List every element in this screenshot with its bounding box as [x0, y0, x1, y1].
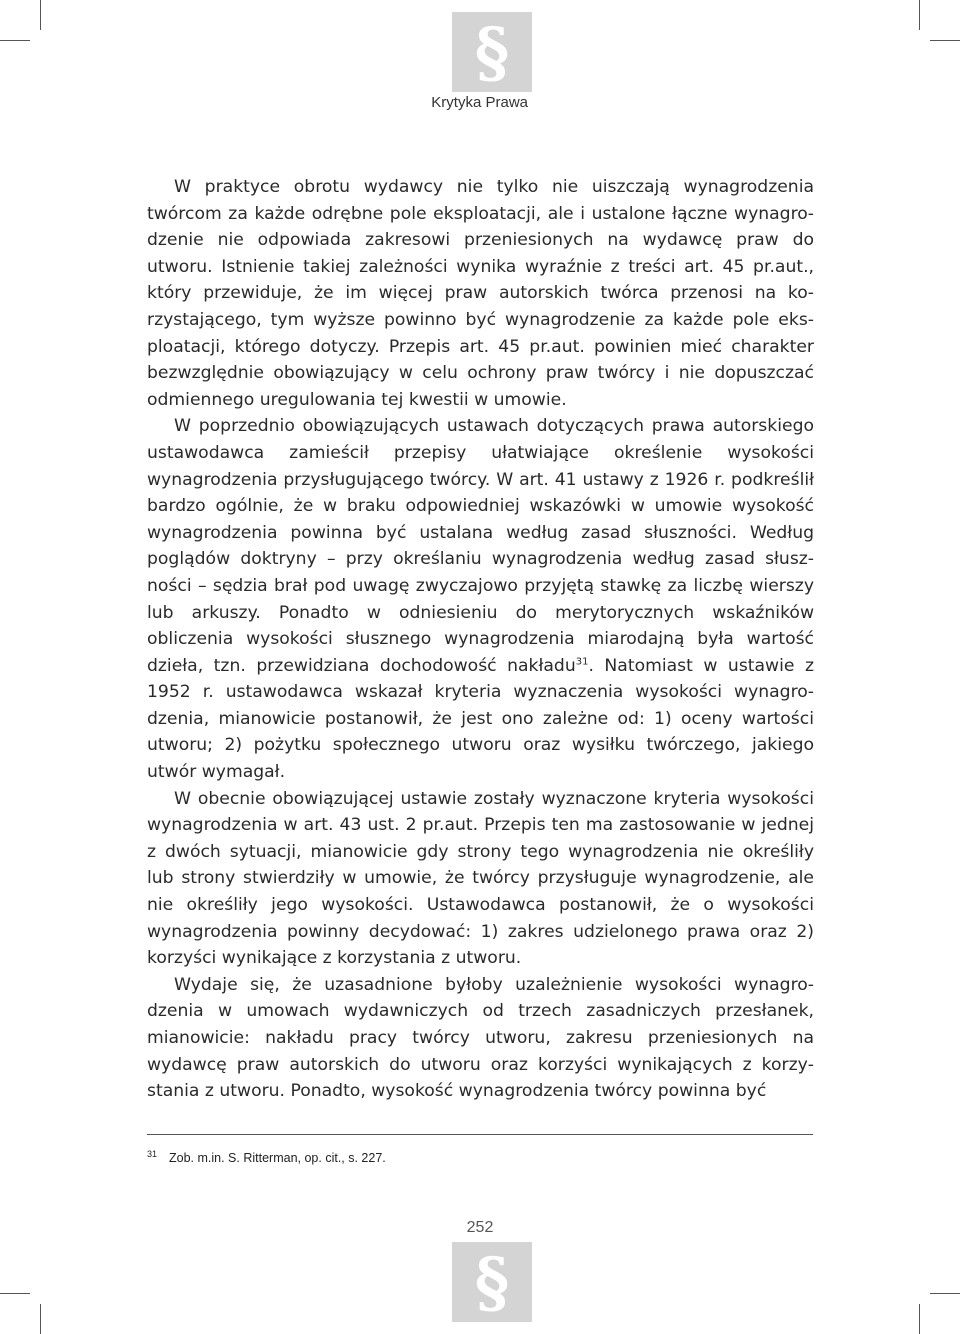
page-number: 252	[466, 1219, 494, 1236]
paragraph	[147, 413, 814, 785]
paragraph: W obecnie obowiązującej ustawie zostały wyznaczone kryteria wysokości wynagrodzenia w art. 43 ust. 2 pr.aut. Przepis ten ma zastosowanie w jednej z dwóch sytuacji, mianowicie gdy strony tego wynagrodzenia nie określiły lub strony stwierdziły w umowie, że twórcy przysługuje wynagrodzenie, ale nie określiły jego wysokości. Ustawodawca postanowił, że o wysokości wynagrodzenia powinny decydować: 1) zakres udzielonego prawa oraz 2) korzyści wynikające z korzystania z utworu.	[147, 788, 814, 969]
crop-mark	[0, 1293, 30, 1294]
section-mark-header	[452, 12, 532, 92]
section-sign-icon: §	[474, 1243, 510, 1321]
footnote-number: 31	[147, 1149, 158, 1159]
footnote-text: Zob. m.in. S. Ritterman, op. cit., s. 227.	[169, 1151, 386, 1166]
footnote-reference: 31	[575, 655, 589, 667]
section-sign-icon: §	[474, 13, 510, 91]
paragraph: W praktyce obrotu wydawcy nie tylko nie uiszczają wynagrodzenia twórcom za każde odrębne pole eksploatacji, ale i ustalone łączne wynagrodzenie nie odpowiada zakresowi przeniesionych na wydawcę praw do utworu. Istnienie takiej zależności wynika wyraźnie z treści art. 45 pr.aut., który przewiduje, że im więcej praw autorskich twórca przenosi na korzystającego, tym wyższe powinno być wynagrodzenie za każde pole eksploatacji, którego dotyczy. Przepis art. 45 pr.aut. powinien mieć charakter bezwzględnie obowiązujący w celu ochrony praw twórcy i nie dopuszczać odmiennego uregulowania tej kwestii w umowie.	[147, 177, 814, 410]
crop-mark	[919, 1304, 920, 1334]
crop-mark	[40, 0, 41, 30]
crop-mark	[930, 40, 960, 41]
paragraph: Wydaje się, że uzasadnione byłoby uzależnienie wysokości wynagrodzenia w umowach wydawniczych od trzech zasadniczych przesłanek, mianowicie: nakładu pracy twórcy utworu, zakresu przeniesionych na wydawcę praw autorskich do utworu oraz korzyści wynikających z korzystania z utworu. Ponadto, wysokość wynagrodzenia twórcy powinna być	[147, 974, 814, 1102]
footnote-divider	[147, 1134, 813, 1135]
running-title: Krytyka Prawa	[431, 94, 528, 111]
paragraph-text: W poprzednio obowiązujących ustawach dotyczących prawa autorskiego ustawodawca zamieścił przepisy ułatwiające określenie wysokości wynagrodzenia przysługującego twórcy. W art. 41 ustawy z 1926 r. podkreślił bardzo ogólnie, że w braku odpowiedniej wskazówki w umowie wysokość wynagrodzenia powinna być ustalana według zasad słuszności. Według poglądów doktryny – przy określaniu wynagrodzenia według zasad słuszności – sędzia brał pod uwagę zwyczajowo przyjętą stawkę za liczbę wierszy lub arkuszy. Ponadto w odniesieniu do merytorycznych wskaźników obliczenia wysokości słusznego wynagrodzenia miarodajną była wartość dzieła, tzn. przewidziana dochodowość nakładu	[147, 416, 814, 676]
crop-mark	[0, 40, 30, 41]
crop-mark	[930, 1293, 960, 1294]
section-mark-footer	[452, 1242, 532, 1322]
footnote	[147, 1149, 386, 1165]
body-text	[147, 174, 814, 1105]
crop-mark	[40, 1304, 41, 1334]
paragraph-text: . Natomiast w ustawie z 1952 r. ustawodawca wskazał kryteria wyznaczenia wysokości wynagrodzenia, mianowicie postanowił, że jest ono zależne od: 1) oceny wartości utworu; 2) pożytku społecznego utworu oraz wysiłku twórczego, jakiego utwór wymagał.	[147, 655, 814, 783]
crop-mark	[919, 0, 920, 30]
